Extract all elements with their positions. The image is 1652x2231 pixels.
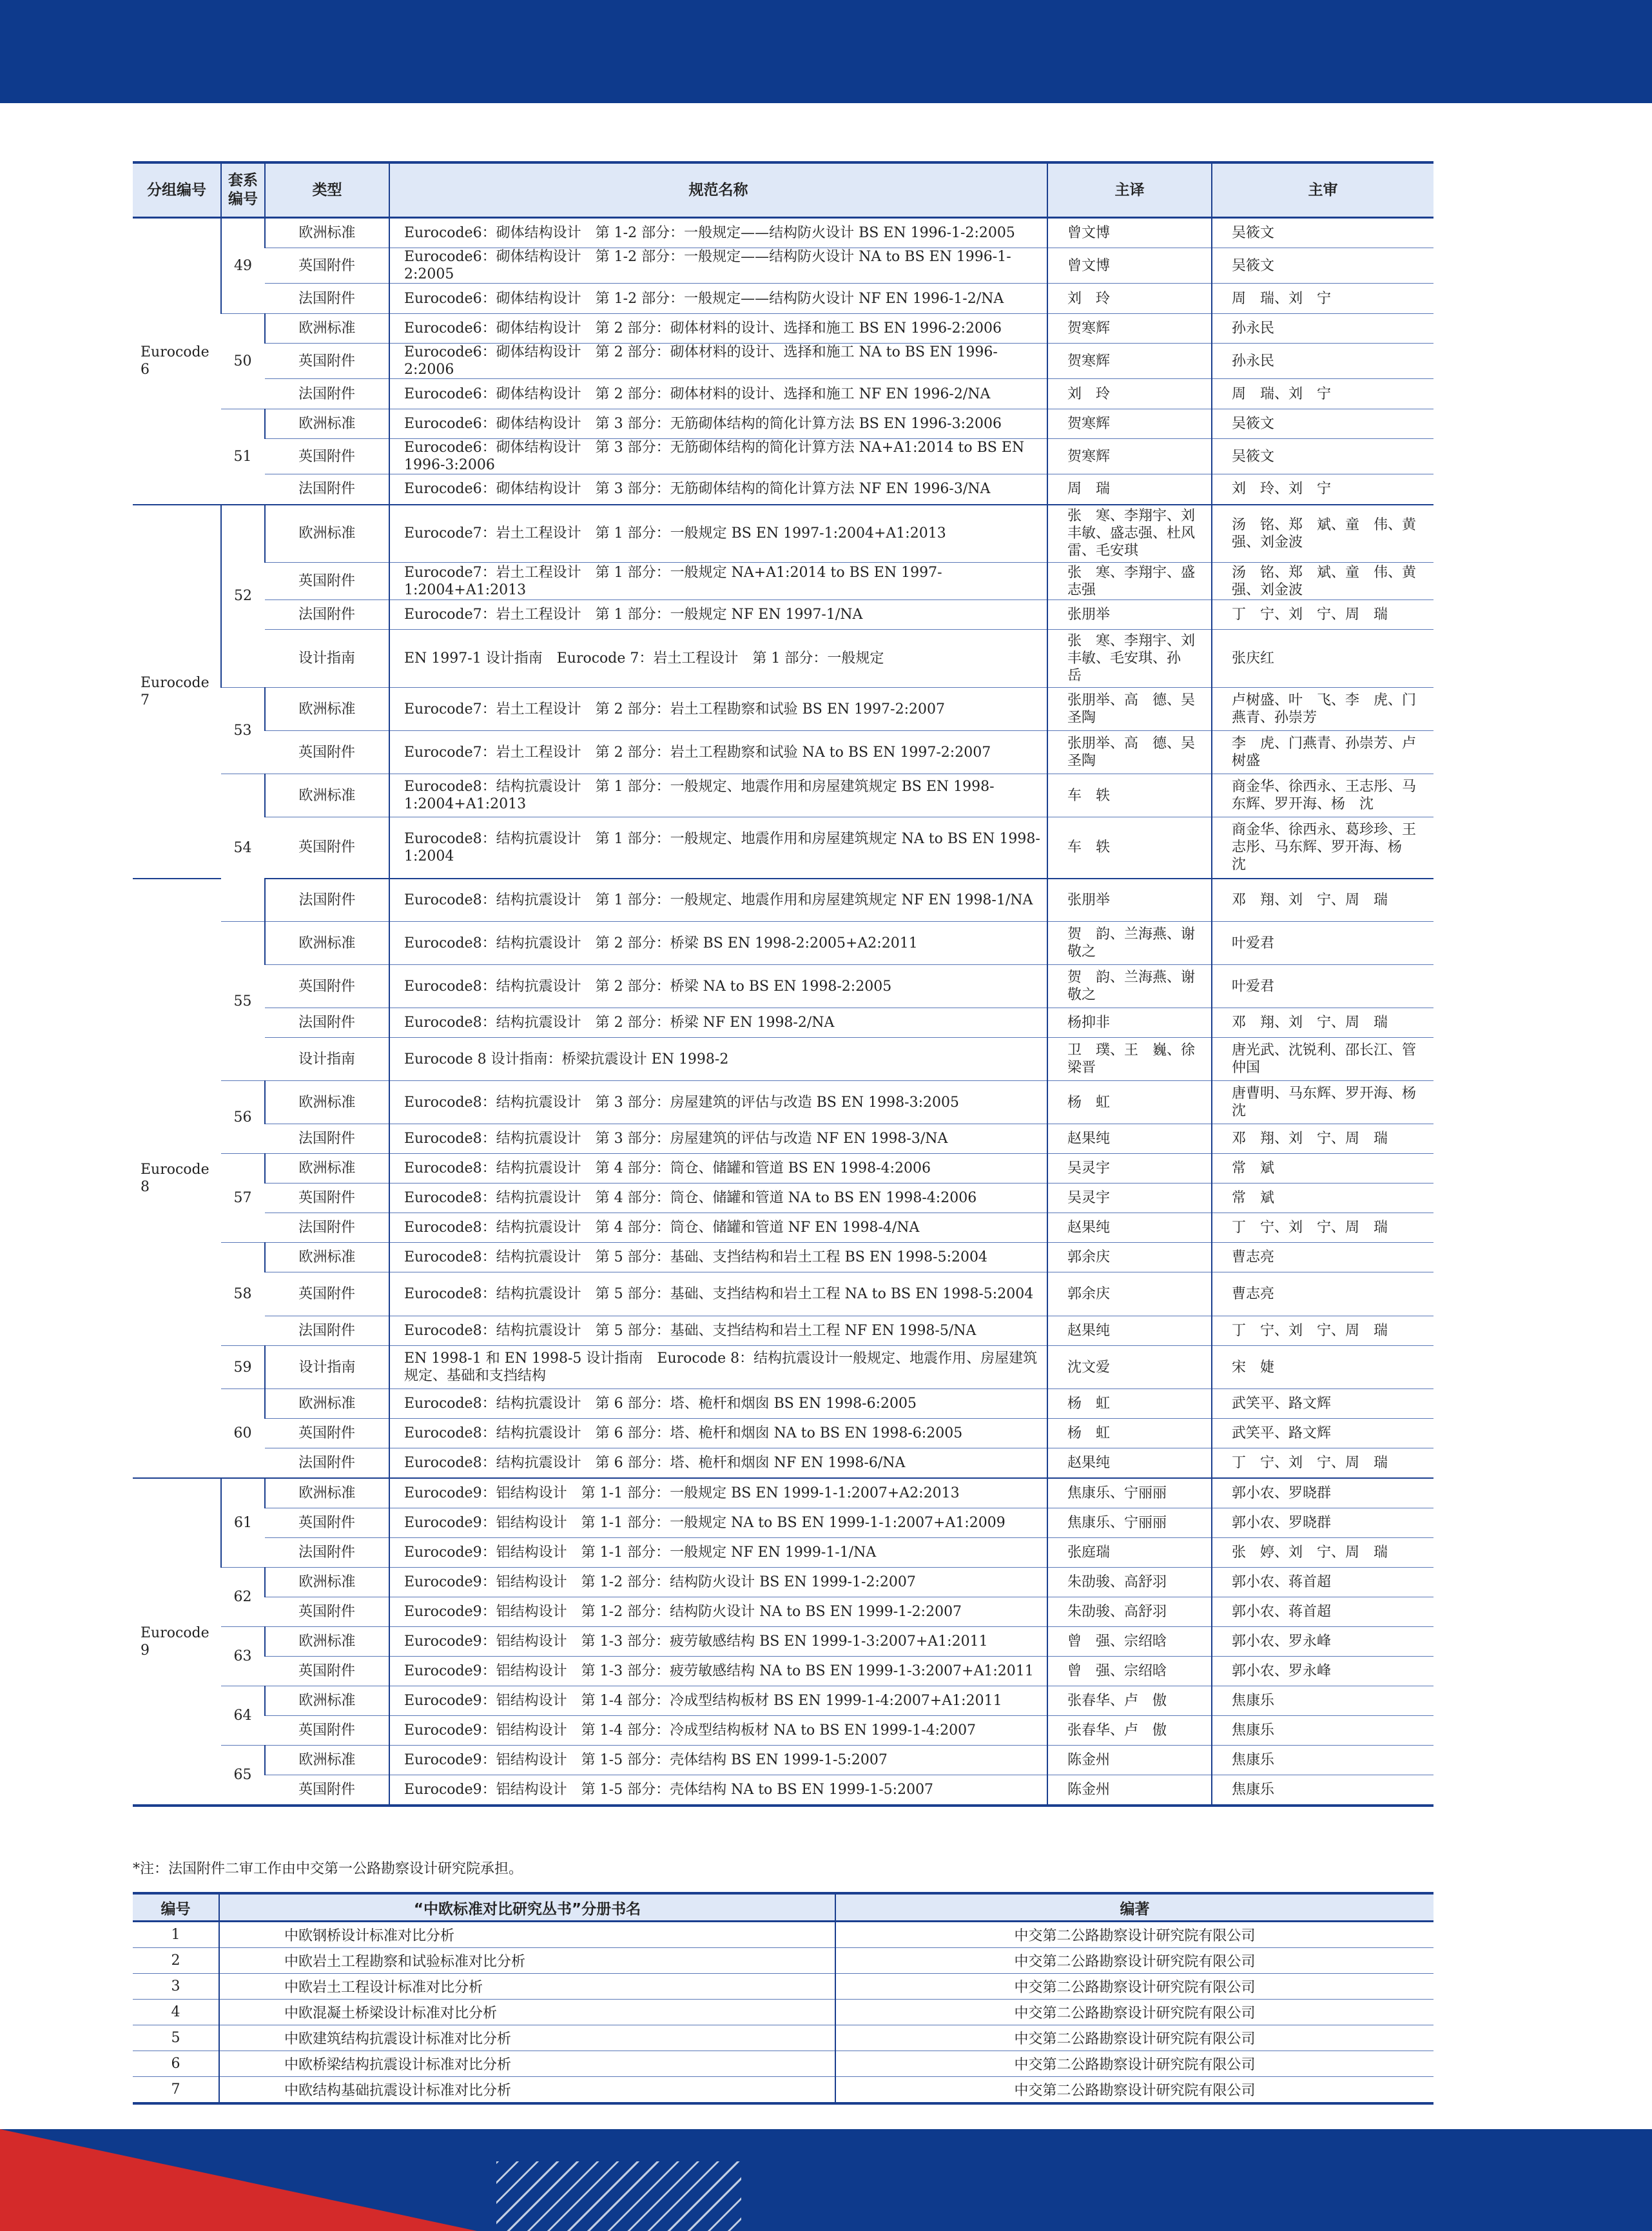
translator-cell: 贺 韵、兰海燕、谢敬之 [1047, 922, 1212, 965]
reviewer-cell: 郭小农、罗晓群 [1212, 1478, 1433, 1508]
reviewer-cell: 邓 翔、刘 宁、周 瑞 [1212, 1008, 1433, 1038]
type-cell: 英国附件 [265, 1657, 389, 1686]
set-number-cell: 50 [221, 314, 265, 409]
table-row [133, 1154, 1433, 1184]
book-title-cell: 中欧岩土工程勘察和试验标准对比分析 [219, 1948, 835, 1974]
translator-cell: 刘 玲 [1047, 284, 1212, 314]
standard-name-cell: Eurocode6：砌体结构设计 第 2 部分：砌体材料的设计、选择和施工 NA to BS EN 1996-2:2006 [389, 344, 1047, 379]
translator-cell: 杨 虹 [1047, 1389, 1212, 1419]
table-row [133, 284, 1433, 314]
translator-cell: 张朋举、高 德、吴圣陶 [1047, 731, 1212, 774]
standard-name-cell: Eurocode8：结构抗震设计 第 6 部分：塔、桅杆和烟囱 NA to BS EN 1998-6:2005 [389, 1419, 1047, 1448]
table-row [133, 600, 1433, 630]
table-row [133, 965, 1433, 1008]
book-row [133, 2051, 1433, 2077]
translator-cell: 贺寒辉 [1047, 314, 1212, 344]
translator-cell: 朱劭骏、高舒羽 [1047, 1568, 1212, 1597]
set-number-cell: 63 [221, 1627, 265, 1686]
book-number-cell: 7 [133, 2077, 219, 2104]
standard-name-cell: Eurocode8：结构抗震设计 第 6 部分：塔、桅杆和烟囱 NF EN 1998-6/NA [389, 1448, 1047, 1479]
type-cell: 英国附件 [265, 1775, 389, 1806]
table-row [133, 1448, 1433, 1479]
type-cell: 设计指南 [265, 630, 389, 688]
standard-name-cell: Eurocode8：结构抗震设计 第 2 部分：桥梁 BS EN 1998-2:2005+A2:2011 [389, 922, 1047, 965]
reviewer-cell: 张庆红 [1212, 630, 1433, 688]
type-cell: 法国附件 [265, 1448, 389, 1479]
translator-cell: 刘 玲 [1047, 379, 1212, 409]
table-row [133, 1389, 1433, 1419]
reviewer-cell: 郭小农、罗永峰 [1212, 1627, 1433, 1657]
book-author-cell: 中交第二公路勘察设计研究院有限公司 [835, 1948, 1433, 1974]
red-corner-accent [0, 2129, 477, 2231]
translator-cell: 张春华、卢 傲 [1047, 1686, 1212, 1716]
reviewer-cell: 曹志亮 [1212, 1272, 1433, 1316]
translator-cell: 焦康乐、宁丽丽 [1047, 1478, 1212, 1508]
standard-name-cell: Eurocode8：结构抗震设计 第 2 部分：桥梁 NA to BS EN 1998-2:2005 [389, 965, 1047, 1008]
table-row [133, 1272, 1433, 1316]
book-row [133, 1948, 1433, 1974]
type-cell: 欧洲标准 [265, 1686, 389, 1716]
type-cell: 英国附件 [265, 248, 389, 284]
standard-name-cell: Eurocode9：铝结构设计 第 1-2 部分：结构防火设计 BS EN 1999-1-2:2007 [389, 1568, 1047, 1597]
type-cell: 法国附件 [265, 284, 389, 314]
type-cell: 法国附件 [265, 379, 389, 409]
reviewer-cell: 叶爱君 [1212, 922, 1433, 965]
standard-name-cell: Eurocode6：砌体结构设计 第 2 部分：砌体材料的设计、选择和施工 NF EN 1996-2/NA [389, 379, 1047, 409]
translator-cell: 陈金州 [1047, 1775, 1212, 1806]
standard-name-cell: Eurocode9：铝结构设计 第 1-1 部分：一般规定 NA to BS EN 1999-1-1:2007+A1:2009 [389, 1508, 1047, 1538]
header-reviewer: 主审 [1212, 162, 1433, 218]
set-number-cell: 55 [221, 922, 265, 1081]
book-number-cell: 5 [133, 2025, 219, 2051]
type-cell: 欧洲标准 [265, 505, 389, 563]
type-cell: 英国附件 [265, 1184, 389, 1213]
type-cell: 英国附件 [265, 1419, 389, 1448]
set-number-cell: 51 [221, 409, 265, 505]
reviewer-cell: 商金华、徐西永、葛珍珍、王志彤、马东辉、罗开海、杨 沈 [1212, 817, 1433, 879]
translator-cell: 曾文博 [1047, 218, 1212, 248]
translator-cell: 张 寒、李翔宇、盛志强 [1047, 563, 1212, 600]
header-group: 分组编号 [133, 162, 221, 218]
translator-cell: 张朋举、高 德、吴圣陶 [1047, 688, 1212, 731]
type-cell: 法国附件 [265, 1538, 389, 1568]
set-number-cell: 52 [221, 505, 265, 688]
series-books-table [133, 1892, 1433, 2105]
standard-name-cell: EN 1998-1 和 EN 1998-5 设计指南 Eurocode 8：结构抗震设计一般规定、地震作用、房屋建筑规定、基础和支挡结构 [389, 1346, 1047, 1389]
type-cell: 欧洲标准 [265, 1746, 389, 1775]
book-row [133, 2025, 1433, 2051]
set-number-cell: 56 [221, 1081, 265, 1154]
translator-cell: 张 寒、李翔宇、刘丰敏、盛志强、杜风雷、毛安琪 [1047, 505, 1212, 563]
set-number-cell: 65 [221, 1746, 265, 1806]
set-number-cell: 54 [221, 774, 265, 922]
reviewer-cell: 武笑平、路文辉 [1212, 1419, 1433, 1448]
reviewer-cell: 卢树盛、叶 飞、李 虎、门燕青、孙崇芳 [1212, 688, 1433, 731]
table-row [133, 505, 1433, 563]
type-cell: 英国附件 [265, 731, 389, 774]
table-row [133, 1346, 1433, 1389]
group-cell: Eurocode 9 [133, 1478, 221, 1806]
translator-cell: 吴灵宇 [1047, 1184, 1212, 1213]
reviewer-cell: 郭小农、罗晓群 [1212, 1508, 1433, 1538]
reviewer-cell: 汤 铭、郑 斌、童 伟、黄 强、刘金波 [1212, 505, 1433, 563]
reviewer-cell: 焦康乐 [1212, 1716, 1433, 1746]
table-row [133, 1243, 1433, 1272]
type-cell: 法国附件 [265, 1124, 389, 1154]
table-row [133, 248, 1433, 284]
reviewer-cell: 唐曹明、马东辉、罗开海、杨 沈 [1212, 1081, 1433, 1124]
translator-cell: 吴灵宇 [1047, 1154, 1212, 1184]
set-number-cell: 59 [221, 1346, 265, 1389]
reviewer-cell: 李 虎、门燕青、孙崇芳、卢树盛 [1212, 731, 1433, 774]
set-number-cell: 57 [221, 1154, 265, 1243]
reviewer-cell: 孙永民 [1212, 344, 1433, 379]
reviewer-cell: 孙永民 [1212, 314, 1433, 344]
translator-cell: 杨 虹 [1047, 1419, 1212, 1448]
table-row [133, 1124, 1433, 1154]
table-row [133, 1568, 1433, 1597]
reviewer-cell: 丁 宁、刘 宁、周 瑞 [1212, 600, 1433, 630]
translator-cell: 张春华、卢 傲 [1047, 1716, 1212, 1746]
book-author-cell: 中交第二公路勘察设计研究院有限公司 [835, 1922, 1433, 1948]
type-cell: 英国附件 [265, 965, 389, 1008]
table-row [133, 563, 1433, 600]
standard-name-cell: Eurocode 8 设计指南：桥梁抗震设计 EN 1998-2 [389, 1038, 1047, 1081]
books-header-title: “中欧标准对比研究丛书”分册书名 [219, 1893, 835, 1922]
set-number-cell: 62 [221, 1568, 265, 1627]
standard-name-cell: Eurocode8：结构抗震设计 第 5 部分：基础、支挡结构和岩土工程 BS EN 1998-5:2004 [389, 1243, 1047, 1272]
table-row [133, 1746, 1433, 1775]
reviewer-cell: 郭小农、蒋首超 [1212, 1568, 1433, 1597]
reviewer-cell: 张 婷、刘 宁、周 瑞 [1212, 1538, 1433, 1568]
standard-name-cell: Eurocode7：岩土工程设计 第 1 部分：一般规定 BS EN 1997-1:2004+A1:2013 [389, 505, 1047, 563]
translator-cell: 陈金州 [1047, 1746, 1212, 1775]
table-row [133, 439, 1433, 474]
translator-cell: 赵果纯 [1047, 1448, 1212, 1479]
translator-cell: 张 寒、李翔宇、刘丰敏、毛安琪、孙 岳 [1047, 630, 1212, 688]
translator-cell: 赵果纯 [1047, 1316, 1212, 1346]
books-header-author: 编著 [835, 1893, 1433, 1922]
type-cell: 欧洲标准 [265, 1154, 389, 1184]
table-row [133, 314, 1433, 344]
reviewer-cell: 丁 宁、刘 宁、周 瑞 [1212, 1316, 1433, 1346]
standard-name-cell: Eurocode6：砌体结构设计 第 3 部分：无筋砌体结构的简化计算方法 BS EN 1996-3:2006 [389, 409, 1047, 439]
book-author-cell: 中交第二公路勘察设计研究院有限公司 [835, 2051, 1433, 2077]
reviewer-cell: 常 斌 [1212, 1154, 1433, 1184]
translator-cell: 车 轶 [1047, 817, 1212, 879]
reviewer-cell: 曹志亮 [1212, 1243, 1433, 1272]
standard-name-cell: Eurocode7：岩土工程设计 第 1 部分：一般规定 NF EN 1997-1/NA [389, 600, 1047, 630]
book-title-cell: 中欧岩土工程设计标准对比分析 [219, 1974, 835, 2000]
type-cell: 法国附件 [265, 474, 389, 505]
table-row [133, 1184, 1433, 1213]
standard-name-cell: EN 1997-1 设计指南 Eurocode 7：岩土工程设计 第 1 部分：一般规定 [389, 630, 1047, 688]
standard-name-cell: Eurocode8：结构抗震设计 第 5 部分：基础、支挡结构和岩土工程 NF EN 1998-5/NA [389, 1316, 1047, 1346]
standard-name-cell: Eurocode9：铝结构设计 第 1-4 部分：冷成型结构板材 NA to BS EN 1999-1-4:2007 [389, 1716, 1047, 1746]
type-cell: 欧洲标准 [265, 1081, 389, 1124]
book-title-cell: 中欧桥梁结构抗震设计标准对比分析 [219, 2051, 835, 2077]
standard-name-cell: Eurocode8：结构抗震设计 第 1 部分：一般规定、地震作用和房屋建筑规定 NA to BS EN 1998-1:2004 [389, 817, 1047, 879]
standard-name-cell: Eurocode9：铝结构设计 第 1-1 部分：一般规定 BS EN 1999-1-1:2007+A2:2013 [389, 1478, 1047, 1508]
table-row [133, 879, 1433, 922]
table-row [133, 1081, 1433, 1124]
standard-name-cell: Eurocode9：铝结构设计 第 1-1 部分：一般规定 NF EN 1999-1-1/NA [389, 1538, 1047, 1568]
translator-cell: 贺寒辉 [1047, 344, 1212, 379]
books-header [133, 1893, 1433, 1922]
type-cell: 设计指南 [265, 1038, 389, 1081]
reviewer-cell: 叶爱君 [1212, 965, 1433, 1008]
reviewer-cell: 邓 翔、刘 宁、周 瑞 [1212, 879, 1433, 922]
standard-name-cell: Eurocode6：砌体结构设计 第 2 部分：砌体材料的设计、选择和施工 BS EN 1996-2:2006 [389, 314, 1047, 344]
translator-cell: 贺 韵、兰海燕、谢敬之 [1047, 965, 1212, 1008]
type-cell: 设计指南 [265, 1346, 389, 1389]
standard-name-cell: Eurocode8：结构抗震设计 第 4 部分：筒仓、储罐和管道 BS EN 1998-4:2006 [389, 1154, 1047, 1184]
translator-cell: 张朋举 [1047, 600, 1212, 630]
stripe-decoration [496, 2161, 741, 2231]
translator-cell: 郭余庆 [1047, 1272, 1212, 1316]
table-row [133, 630, 1433, 688]
standard-name-cell: Eurocode6：砌体结构设计 第 1-2 部分：一般规定——结构防火设计 BS EN 1996-1-2:2005 [389, 218, 1047, 248]
type-cell: 法国附件 [265, 1008, 389, 1038]
reviewer-cell: 武笑平、路文辉 [1212, 1389, 1433, 1419]
type-cell: 欧洲标准 [265, 314, 389, 344]
translator-cell: 曾文博 [1047, 248, 1212, 284]
type-cell: 欧洲标准 [265, 409, 389, 439]
group-cell: Eurocode 8 [133, 879, 221, 1479]
standard-name-cell: Eurocode6：砌体结构设计 第 3 部分：无筋砌体结构的简化计算方法 NF EN 1996-3/NA [389, 474, 1047, 505]
book-title-cell: 中欧建筑结构抗震设计标准对比分析 [219, 2025, 835, 2051]
reviewer-cell: 常 斌 [1212, 1184, 1433, 1213]
table-row [133, 1597, 1433, 1627]
book-number-cell: 2 [133, 1948, 219, 1974]
standard-name-cell: Eurocode8：结构抗震设计 第 4 部分：筒仓、储罐和管道 NF EN 1998-4/NA [389, 1213, 1047, 1243]
standard-name-cell: Eurocode9：铝结构设计 第 1-5 部分：壳体结构 NA to BS EN 1999-1-5:2007 [389, 1775, 1047, 1806]
type-cell: 欧洲标准 [265, 774, 389, 817]
book-row [133, 2077, 1433, 2104]
table-row [133, 344, 1433, 379]
books-body [133, 1922, 1433, 2104]
footnote: *注：法国附件二审工作由中交第一公路勘察设计研究院承担。 [133, 1861, 523, 1877]
set-number-cell: 58 [221, 1243, 265, 1346]
translator-cell: 赵果纯 [1047, 1213, 1212, 1243]
table-row [133, 1686, 1433, 1716]
standard-name-cell: Eurocode6：砌体结构设计 第 1-2 部分：一般规定——结构防火设计 NF EN 1996-1-2/NA [389, 284, 1047, 314]
translator-cell: 车 轶 [1047, 774, 1212, 817]
reviewer-cell: 邓 翔、刘 宁、周 瑞 [1212, 1124, 1433, 1154]
type-cell: 法国附件 [265, 1316, 389, 1346]
standard-name-cell: Eurocode8：结构抗震设计 第 3 部分：房屋建筑的评估与改造 NF EN 1998-3/NA [389, 1124, 1047, 1154]
translator-cell: 曾 强、宗绍晗 [1047, 1627, 1212, 1657]
type-cell: 欧洲标准 [265, 1478, 389, 1508]
reviewer-cell: 唐光武、沈锐利、邵长江、管仲国 [1212, 1038, 1433, 1081]
translator-cell: 杨抑非 [1047, 1008, 1212, 1038]
table-row [133, 1716, 1433, 1746]
table-row [133, 1008, 1433, 1038]
table-row [133, 1538, 1433, 1568]
table-row [133, 474, 1433, 505]
reviewer-cell: 吴筱文 [1212, 439, 1433, 474]
bottom-banner [0, 2129, 1652, 2231]
type-cell: 英国附件 [265, 1716, 389, 1746]
table-row [133, 1775, 1433, 1806]
reviewer-cell: 郭小农、蒋首超 [1212, 1597, 1433, 1627]
standard-name-cell: Eurocode6：砌体结构设计 第 3 部分：无筋砌体结构的简化计算方法 NA+A1:2014 to BS EN 1996-3:2006 [389, 439, 1047, 474]
table-header [133, 162, 1433, 218]
reviewer-cell: 吴筱文 [1212, 218, 1433, 248]
header-set: 套系编号 [221, 162, 265, 218]
standard-name-cell: Eurocode8：结构抗震设计 第 5 部分：基础、支挡结构和岩土工程 NA to BS EN 1998-5:2004 [389, 1272, 1047, 1316]
reviewer-cell: 周 瑞、刘 宁 [1212, 284, 1433, 314]
book-number-cell: 6 [133, 2051, 219, 2077]
translator-cell: 曾 强、宗绍晗 [1047, 1657, 1212, 1686]
set-number-cell: 53 [221, 688, 265, 774]
type-cell: 英国附件 [265, 344, 389, 379]
set-number-cell: 64 [221, 1686, 265, 1746]
table-row [133, 688, 1433, 731]
table-row [133, 817, 1433, 879]
table-row [133, 409, 1433, 439]
reviewer-cell: 汤 铭、郑 斌、童 伟、黄 强、刘金波 [1212, 563, 1433, 600]
standard-name-cell: Eurocode8：结构抗震设计 第 1 部分：一般规定、地震作用和房屋建筑规定 BS EN 1998-1:2004+A1:2013 [389, 774, 1047, 817]
standard-name-cell: Eurocode6：砌体结构设计 第 1-2 部分：一般规定——结构防火设计 NA to BS EN 1996-1-2:2005 [389, 248, 1047, 284]
type-cell: 欧洲标准 [265, 1243, 389, 1272]
reviewer-cell: 丁 宁、刘 宁、周 瑞 [1212, 1213, 1433, 1243]
books-header-num: 编号 [133, 1893, 219, 1922]
standard-name-cell: Eurocode7：岩土工程设计 第 2 部分：岩土工程勘察和试验 NA to BS EN 1997-2:2007 [389, 731, 1047, 774]
type-cell: 英国附件 [265, 563, 389, 600]
translator-cell: 贺寒辉 [1047, 439, 1212, 474]
table-row [133, 1508, 1433, 1538]
set-number-cell: 49 [221, 218, 265, 314]
type-cell: 英国附件 [265, 1597, 389, 1627]
table-row [133, 1316, 1433, 1346]
reviewer-cell: 焦康乐 [1212, 1686, 1433, 1716]
table-row [133, 1419, 1433, 1448]
standard-name-cell: Eurocode8：结构抗震设计 第 1 部分：一般规定、地震作用和房屋建筑规定 NF EN 1998-1/NA [389, 879, 1047, 922]
book-number-cell: 3 [133, 1974, 219, 2000]
reviewer-cell: 郭小农、罗永峰 [1212, 1657, 1433, 1686]
translator-cell: 贺寒辉 [1047, 409, 1212, 439]
standard-name-cell: Eurocode8：结构抗震设计 第 2 部分：桥梁 NF EN 1998-2/NA [389, 1008, 1047, 1038]
standard-name-cell: Eurocode9：铝结构设计 第 1-2 部分：结构防火设计 NA to BS EN 1999-1-2:2007 [389, 1597, 1047, 1627]
type-cell: 英国附件 [265, 1508, 389, 1538]
type-cell: 欧洲标准 [265, 218, 389, 248]
top-banner [0, 0, 1652, 103]
translator-cell: 张朋举 [1047, 879, 1212, 922]
translator-cell: 朱劭骏、高舒羽 [1047, 1597, 1212, 1627]
book-row [133, 2000, 1433, 2025]
table-row [133, 1627, 1433, 1657]
table-row [133, 1657, 1433, 1686]
book-author-cell: 中交第二公路勘察设计研究院有限公司 [835, 2077, 1433, 2104]
book-title-cell: 中欧结构基础抗震设计标准对比分析 [219, 2077, 835, 2104]
table-row [133, 1478, 1433, 1508]
group-cell: Eurocode 7 [133, 505, 221, 879]
standard-name-cell: Eurocode9：铝结构设计 第 1-3 部分：疲劳敏感结构 NA to BS EN 1999-1-3:2007+A1:2011 [389, 1657, 1047, 1686]
book-author-cell: 中交第二公路勘察设计研究院有限公司 [835, 1974, 1433, 2000]
translator-cell: 卫 璞、王 巍、徐梁晋 [1047, 1038, 1212, 1081]
header-translator: 主译 [1047, 162, 1212, 218]
book-row [133, 1974, 1433, 2000]
type-cell: 英国附件 [265, 1272, 389, 1316]
standard-name-cell: Eurocode8：结构抗震设计 第 4 部分：筒仓、储罐和管道 NA to BS EN 1998-4:2006 [389, 1184, 1047, 1213]
table-row [133, 379, 1433, 409]
type-cell: 英国附件 [265, 439, 389, 474]
standard-name-cell: Eurocode8：结构抗震设计 第 3 部分：房屋建筑的评估与改造 BS EN 1998-3:2005 [389, 1081, 1047, 1124]
table-row [133, 1038, 1433, 1081]
translator-cell: 周 瑞 [1047, 474, 1212, 505]
translator-cell: 焦康乐、宁丽丽 [1047, 1508, 1212, 1538]
reviewer-cell: 焦康乐 [1212, 1746, 1433, 1775]
translator-cell: 郭余庆 [1047, 1243, 1212, 1272]
table-row [133, 218, 1433, 248]
standard-name-cell: Eurocode8：结构抗震设计 第 6 部分：塔、桅杆和烟囱 BS EN 1998-6:2005 [389, 1389, 1047, 1419]
group-cell: Eurocode 6 [133, 218, 221, 505]
type-cell: 法国附件 [265, 879, 389, 922]
table-row [133, 1213, 1433, 1243]
book-author-cell: 中交第二公路勘察设计研究院有限公司 [835, 2025, 1433, 2051]
book-title-cell: 中欧混凝土桥梁设计标准对比分析 [219, 2000, 835, 2025]
book-author-cell: 中交第二公路勘察设计研究院有限公司 [835, 2000, 1433, 2025]
translator-cell: 张庭瑞 [1047, 1538, 1212, 1568]
book-title-cell: 中欧钢桥设计标准对比分析 [219, 1922, 835, 1948]
book-number-cell: 1 [133, 1922, 219, 1948]
standards-table [133, 161, 1433, 1807]
type-cell: 英国附件 [265, 817, 389, 879]
type-cell: 欧洲标准 [265, 922, 389, 965]
reviewer-cell: 吴筱文 [1212, 409, 1433, 439]
standard-name-cell: Eurocode9：铝结构设计 第 1-5 部分：壳体结构 BS EN 1999-1-5:2007 [389, 1746, 1047, 1775]
table-row [133, 922, 1433, 965]
book-number-cell: 4 [133, 2000, 219, 2025]
reviewer-cell: 吴筱文 [1212, 248, 1433, 284]
translator-cell: 沈文爱 [1047, 1346, 1212, 1389]
type-cell: 欧洲标准 [265, 688, 389, 731]
header-name: 规范名称 [389, 162, 1047, 218]
book-row [133, 1922, 1433, 1948]
table-row [133, 774, 1433, 817]
standard-name-cell: Eurocode7：岩土工程设计 第 1 部分：一般规定 NA+A1:2014 to BS EN 1997-1:2004+A1:2013 [389, 563, 1047, 600]
standard-name-cell: Eurocode9：铝结构设计 第 1-4 部分：冷成型结构板材 BS EN 1999-1-4:2007+A1:2011 [389, 1686, 1047, 1716]
set-number-cell: 60 [221, 1389, 265, 1479]
reviewer-cell: 丁 宁、刘 宁、周 瑞 [1212, 1448, 1433, 1479]
standard-name-cell: Eurocode7：岩土工程设计 第 2 部分：岩土工程勘察和试验 BS EN 1997-2:2007 [389, 688, 1047, 731]
type-cell: 欧洲标准 [265, 1389, 389, 1419]
type-cell: 欧洲标准 [265, 1568, 389, 1597]
header-type: 类型 [265, 162, 389, 218]
set-number-cell: 61 [221, 1478, 265, 1568]
translator-cell: 杨 虹 [1047, 1081, 1212, 1124]
reviewer-cell: 宋 婕 [1212, 1346, 1433, 1389]
reviewer-cell: 焦康乐 [1212, 1775, 1433, 1806]
standard-name-cell: Eurocode9：铝结构设计 第 1-3 部分：疲劳敏感结构 BS EN 1999-1-3:2007+A1:2011 [389, 1627, 1047, 1657]
reviewer-cell: 刘 玲、刘 宁 [1212, 474, 1433, 505]
type-cell: 法国附件 [265, 1213, 389, 1243]
table-body [133, 218, 1433, 1806]
reviewer-cell: 周 瑞、刘 宁 [1212, 379, 1433, 409]
table-row [133, 731, 1433, 774]
type-cell: 法国附件 [265, 600, 389, 630]
type-cell: 欧洲标准 [265, 1627, 389, 1657]
reviewer-cell: 商金华、徐西永、王志彤、马东辉、罗开海、杨 沈 [1212, 774, 1433, 817]
translator-cell: 赵果纯 [1047, 1124, 1212, 1154]
